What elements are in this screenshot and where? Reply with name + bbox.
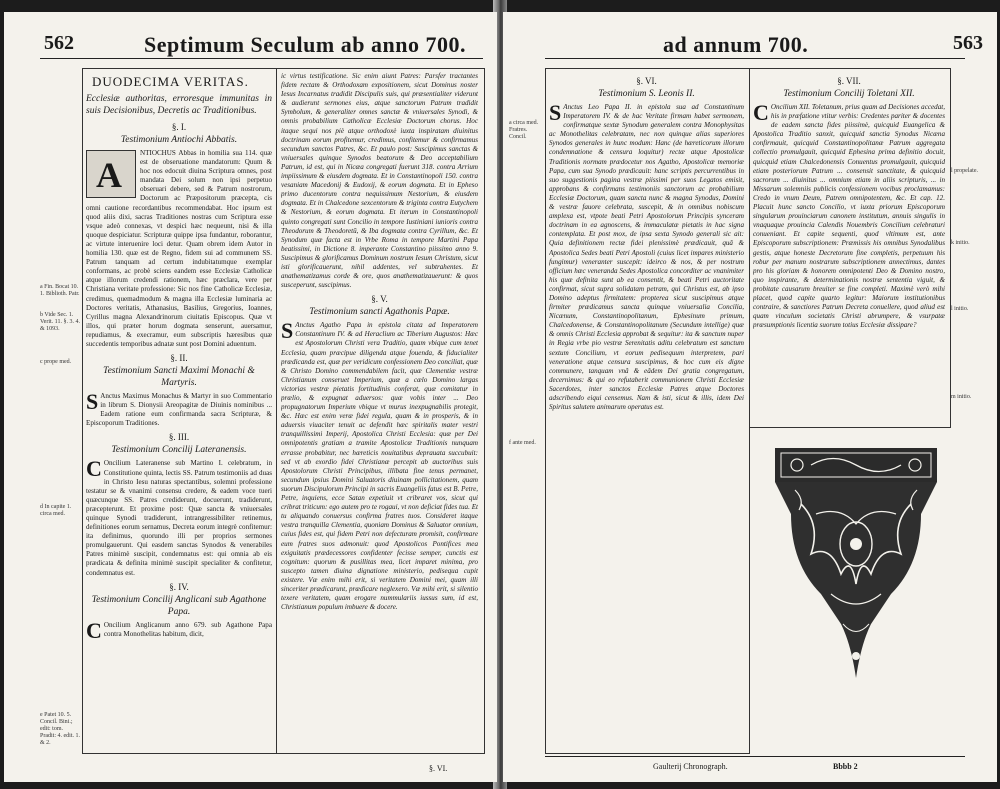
initial-letter: C [86, 456, 102, 482]
left-column-1 [86, 72, 272, 750]
section-number: §. VII. [837, 76, 861, 86]
left-page-number: 562 [44, 32, 74, 54]
margin-note: l initio. [951, 306, 969, 312]
veritas-lead: Ecclesiæ authoritas, erroresque immunitas in suis Decisionibus, Decretis ac Traditionibus. [86, 94, 272, 116]
section-title: Testimonium Concilij Anglicani sub Agathone Papa. [91, 594, 267, 617]
section-title: Testimonium Antiochi Abbatis. [120, 135, 238, 145]
left-page [4, 12, 497, 782]
right-column-2 [753, 72, 945, 424]
header-rule [40, 58, 483, 59]
section-body: C Oncilium Lateranense sub Martino I. celebratum, in Constitutione quinta, lectis SS. Patrum testimoniis ad duas in Christo Iesu naturas spectantibus, solemni professione testatur se & vnanimi consensu credere, & eadem voce tueri quæcunque SS. Patres crediderunt, docuerunt, tradiderunt, præcepterunt. Et proxime post: Quæ sancta & vniuersales quinque Synodi tradiderunt, intrangressibiliter retinemus, definitiones eorum sernamus, Decreta eorum integrè confitemur: ita definimus, quorundo illi per proprios sermones promulgauerunt. Qui easdem sanctas Synodos & venerabiles Patres minimè suscipit, condemnatus est: qui omnia ab eis prædicata & definita minimè suscipit specialiter & confitetur, condemnatus est. [86, 456, 272, 577]
section-body: ic virtus testificatione. Sic enim aiunt Patres: Parsfer tractantes fidem rectam & Orthodoxam expositionem, sicut Dominus noster Iesus Incarnatus tradidit Discipulis suis, qui præsentialiter viderunt & audierunt sermones eius, atque sanctorum Patrum tradidit Symbolum, & generaliter omnes sanctæ & vniuersales Synodi, & omnis probabilium Catholicæ Ecclesiæ Doctorum chorus. Hoc itaque sequi nos piè atque orthodoxè iuxta inspiratam diuinitus doctrinam eorum profitemur, credimus, confitemur & confirmamus secundum sanctos Patres, &c. Et paulo post: Suscipimus sanctas & vniuersales quinque Synodos beatorum & Deo acceptabilium Patrum, id est, qui in Nicæa congregati fuerunt 318. contra Arrium impiissimum & eiusdem dogmata. Et in Constantinopoli 150. contra vesaniam Macedonij & Eudoxij, & eorum dogmata. Et in Epheso primo ducentorum contra nequissimum Nestorium, & eiusdem dogmata. Et in Chalcedone sexcentorum & triginta contra Eutychem & Nestorium, & eorum dogmata. Et iterum in Constantinopoli quinto congregati sunt Concilio in tempore Iustiniani iunioris contra Theodorum & Theodoretū, & Iba dogmata contra Cyrillum, &c. Et Synodum quæ facta est in Vrbe Roma in tempore Martini Papa beatissimi, in Dictione 8. imperante Constantino piissimo anno 9. Suscipimus & glorificamus Dominum nostrum Iesum Christum, sicut isti glorificauerunt, nihil addentes, vel subtrahentes. Et anathematizamus corde & ore, quos anathematizauerunt: & quos susceperunt, suscipimus. [281, 72, 478, 290]
signature-mark: Bbbb 2 [833, 762, 858, 771]
initial-letter: S [281, 318, 294, 344]
veritas-heading: DUODECIMA VERITAS. [92, 74, 249, 89]
left-margin-notes [40, 72, 80, 752]
margin-note: a circa med. Fratres. Concil. [509, 120, 539, 140]
margin-note: b Vide Sec. 1. Verit. 11. §. 3. 4. & 1093. [40, 312, 80, 332]
section-number: §. II. [170, 353, 188, 364]
margin-note: a Fin. Bocat 10. 1. Biblioth. Patr. [40, 284, 80, 297]
initial-letter: S [86, 389, 99, 415]
margin-note: d In capite 1. circa med. [40, 504, 72, 517]
initial-letter: S [549, 100, 562, 125]
right-running-title: ad annum 700. [663, 32, 809, 57]
section-title: Testimonium Concilij Lateranensis. [111, 445, 247, 456]
section-number: §. I. [171, 122, 187, 132]
section-number: §. VI. [636, 76, 657, 86]
margin-note: f ante med. [509, 440, 536, 446]
header-rule [545, 58, 965, 59]
right-column-1 [549, 72, 744, 750]
section-body: C Oncilium Anglicanum anno 679. sub Agathone Papa contra Monothelitas habitum, dicit, [86, 617, 272, 643]
initial-letter: C [753, 100, 769, 125]
footer-rule [545, 756, 965, 757]
initial-letter: C [86, 617, 102, 643]
margin-note: l propelate. [951, 168, 978, 174]
right-outer-margin-notes [951, 72, 995, 472]
margin-note: m initio. [951, 394, 972, 400]
right-page-number: 563 [953, 32, 983, 54]
section-number: §. III. [168, 432, 190, 443]
section-body: C Oncilium XII. Toletanum, prius quam ad Decisiones accedat, his in præfatione vtitur verbis: Credentes pariter & docentes de eadem sancta fides piissimè, quicquid Euangelica & Apostolica Traditio sanxit, quicquid sanctia Synodus Nicæna confirmauit, quicquid Constantinopolitanæ Patrum aggregata collectio promulgauit, quicquid Ephesina prima definitio docuit, quicquid etiam Chalcedonensis Conuentus promulgauit, quicquid etiam posteriorum Patrum ... consensit sanctitate, & quicquid sacrorum ... diuinitus ... omnium etiam in aliis scripturis, ... in Missarum solemniis publicis confessionem vocibus proclamamus: Credo in vnum Deum, Patrem omnipotentem, &c. Et cap. 12. Placuit hunc sancto Concilio, vt iuxta priorum Episcoporum singularum prouinciarum canonem institutum, annuis singulis in vnaquaque prouincia Calendis Nouembris Concilium celebraturi conueniant. Et capite sequenti, quod vltimum est, ante Episcoporum subscriptionem: Præmissis his omnibus Synodalibus gestis, atque honeste Decretorum fine completis, perpetuum his robur per manum nostrarum subscriptionem annectimus, dantes pro his gloriam & honorem omnipotenti Deo & Domino nostro, quo inspirante, & determinationis nostræ sententia viguit, & probitate causarum breuiter se fine completi. Maximè verò mihi placet, quod capite quarto legitur: Maiorum institutionibus contraire, & sanctiores Patrum Decreta conuellere, quod aliud est quam vinculum societatis Christi abrumpere, & vsurpatæ præsumptionis licentia suorum totius Ecclesiæ dissipare? [753, 100, 945, 330]
section-body: S Anctus Agatho Papa in epistola citata ad Imperatorem Constantinum IV. & ad Heraclium ac Tiberium Augustos: Hæc est Apostolorum Christi vera Traditio, quam vbique cum tenet Ecclesia, quam præcipue diligenda atque fouenda, & fiducialiter prædicanda est, quæ per veridicum confessionem Deo conciliat, quæ & Christo Domino commendabilem facit, quæ Clementiæ vestræ Christianum conseruet Imperium, quæ a cælo Domino largas victorias vestræ pietatis fortitudinis conferat, quæ comitatur in prælio, & expugnat aduersos: quæ vobis inter ... Deo propugnatorum Imperium vbique vt murus inexpugnabilis protegit, &c. Hæc est enim veræ fidei regula, quam & in prosperis, & in aduersis viuaciter tenuit ac defendit hæc spiritalis mater vestri tranquillissimi Imperij, Apostolica Christi Ecclesia: quæ per Dei omnipotentis gratiam a tramite Apostolicæ Traditionis nunquam errasse probabitur, nec hæreticis nouitatibus deprauata succubuit: sed vt ab exordio fidei Christianæ percepit ab auctoribus suis Apostolorum Christi Principibus, illibata fine tenus permanet, secundum ipsius Domini Saluatoris diuinam pollicitationem, quam suorum Discipulorum Principi in sacris Euangeliis fatus est B. Petre, Petre, inquiens, ecce Satan expetiuit vt cribraret vos, sicut qui cribrat triticum: ego autem pro te rogaui, vt non deficiat fides tua. Et tu aliquando conuersus confirma fratres tuos. Consideret itaque vestra tranquilla Clementia, quoniam Dominus & Saluator omnium, cuius fides est, qui fidem Petri non defecturam promisit, confirmare eum fratres suos admonuit: quod Apostolicos Pontifices mea exiguitatis prædecessores confidenter fecisse semper, cunctis est cognitum: quorum & pusillitas mea, licet imparet minima, pro suscepto tamen diuina dignatione ministerio, pedisequa cupit existere. Væ enim mihi erit, si veritatem Domini mei, quam illi sinceriter prædicarunt, prædicare neglexero. Væ mihi erit, si silentio texere veritatem, quam erogare nummulariis iussus sum, id est, Christianum populum imbuere & docere. [281, 318, 478, 612]
ornamental-tailpiece [771, 444, 941, 682]
margin-note: k initio. [951, 240, 970, 246]
section-number: §. V. [371, 294, 388, 305]
section-title: Testimonium Sancti Maximi Monachi & Martyris. [103, 366, 255, 389]
footer-credit: Gaulterij Chronograph. [653, 762, 728, 771]
right-inner-margin-notes [509, 72, 543, 752]
section-body: A NTIOCHUS Abbas in homilia sua 114. quæ est de obseruatione mandatorum: Quum & hoc nos edocuit diuina Scriptura omnes, post mandata Dei solum non ipsi perpetuo obseruari debere, sed & Patrum nostrorum, Doctorum ac Præpositorum præcepta, cis omni cautione recordantibus recommendabat. Hoc ipsum est quod aliis dixi, sacras Traditiones nostras cum Scriptura esse vsque adeò connexas, vt despici hæc nequeunt, nisi & illa quoque despiciatur. Scripturæ quippe ipsa fundantur, roborantur, ac virtute interuenire loci detur. Quam obrem idem Autor in homilia 130. quæ est de Regno, fidem sui ad communem SS. Patrum tanquam ad certum indubitatumque exemplar conformans, ac probè sciens eandem esse Ecclesiæ Catholicæ atque illorum credendi rationem, hæc præclara, vere per Christiana veritate professione: Sic nos fine Catholicæ Ecclesiæ, credimus, quemadmodum & magna illa Ecclesiæ luminaria ac Doctores veritatis, Athanasius, Basilius, Gregorius, Ioannes, Cyrillus magna Alexandrinorum ciuitatis Episcopus. Quæ vt illos, qui præter horum dogmata senserunt, auersamur, repudiamus, & execramur, eum subscriptis hæresibus quæ succedentis temporibus adnatæ sunt post Domini aduentum. [86, 149, 272, 348]
right-page [503, 12, 997, 782]
catchword: §. VI. [429, 764, 448, 773]
section-body: S Anctus Leo Papa II. in epistola sua ad Constantinum Imperatorem IV. & de hac Veritate firmam habet sermonem, confirmatque sextæ Synodum generalem contra Monophysitas ac Monothelitas celebratam, nec non quinque alias superiores Synodos generales in hunc modum: Hanc (de hæreticorum illorum condemnatione & censura loquitur) rectæ atque Apostolicæ Traditionis normam prædocetur nos Agatho, Apostolicæ memoriæ Papa, cum sua Synodo prædicauit: hanc scriptis percurrentibus in suo suggestionis pagina vestræ piissimi per suos Legatos emisit, approbans & confirmans testimoniis sanctorum ac probabilium Ecclesiæ Doctorum, quam sancta nunc & magna Synodus, Domini & vestræ fauore celebrata, suscepit, & in omnibus nobiscum amplexa est, vtpote beati Petri Apostolorum Principis synceram doctrinam in ea agnoscens, & immaculatæ pietatis in hac signa contemplata. Et post mox, de ipsa sexta Synodo generali sic ait: Quia definitionem rectæ fidei plenissimè prædicauit, quâ & Apostolica Sedes beati Petri Apostoli (cuius licet impares ministerio fungimur) veneranter suscepit: ideirco & nos, & per nostrum officium hæc veneranda Sedes Apostolica concorditer ac vnanimiter his quæ definita sunt ab ea consentit, & beati Petri auctoritate confirmat, sicut supra solidatam petram, qui Christus est, ab ipso Domino adeptus firmitatem: propterea sicut suscipimus atque firmiter prædicamus sancta quinque vniuersalia Concilia, Nicænum, Constantinopolitanum, Ephesinum primum, Chalcedonense, & Constantinopolitanum (Secundum intellige) quæ & omnis Christi Ecclesia approbat & sequitur: ita & sanctum nuper in Regia vrbe pio vestræ Serenitatis aditu celebratum est sanctum sextum Concilium, vt eorum pedisequum interpretem, pari veneratione atque censura suscipimus, & hoc cum eis digne communere, tanquam vnâ & eâdem Dei gratia congregatum, decernimus: & qui eo refutaberit communionem Christi Ecclesiæ Sacerdotes, inter sanctos Ecclesiæ Patres atque Doctores adscribendo eiqui censemus. Nam & isti, sicut & illis, idem Dei Spiritus salutem animarum operatus est. [549, 100, 744, 412]
left-running-title: Septimum Seculum ab anno 700. [144, 32, 466, 57]
section-number: §. IV. [169, 581, 189, 592]
section-title: Testimonium S. Leonis II. [598, 89, 695, 99]
section-body: S Anctus Maximus Monachus & Martyr in suo Commentario in librum S. Dionysii Areopagitæ de Diuinis nominibus ... Eadem ratione eum confirmanda sacra Scripturæ, & Episcoporum Traditiones. [86, 389, 272, 428]
left-column-2 [281, 72, 478, 750]
section-title: Testimonium sancti Agathonis Papæ. [309, 307, 450, 318]
section-title: Testimonium Concilij Toletani XII. [783, 89, 915, 99]
margin-note: e Patet 10. 5. Concil. Bini.; edit: tom. Pradit: 4. edit. 1. & 2. [40, 712, 80, 746]
ornamental-initial: A [86, 150, 136, 198]
margin-note: c prope med. [40, 359, 72, 365]
